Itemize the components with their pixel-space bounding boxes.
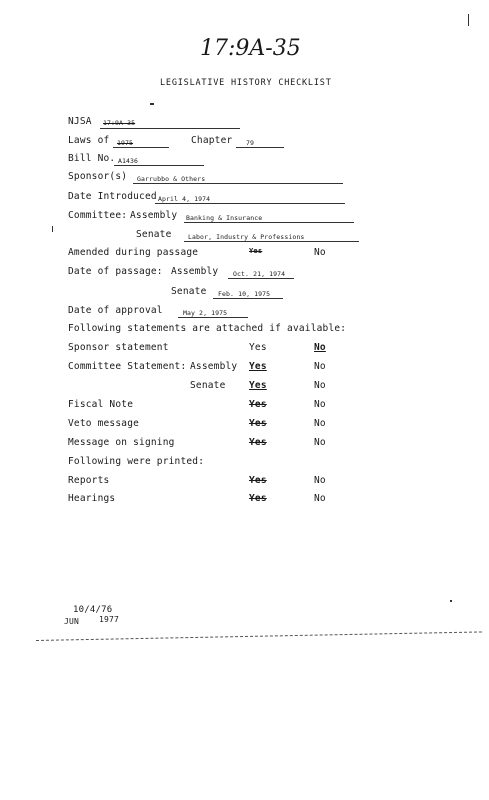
committee-senate-value: Labor, Industry & Professions [188, 233, 305, 241]
reports-yes: Yes [249, 475, 267, 486]
amended-label: Amended during passage [68, 247, 199, 258]
message-on-signing-yes: Yes [249, 437, 267, 448]
handwritten-statute-number: 17:9A-35 [200, 36, 301, 61]
sponsors-value: Garrubbo & Others [137, 175, 206, 183]
hearings-yes: Yes [249, 493, 267, 504]
njsa-underline [100, 128, 240, 129]
date-of-approval-label: Date of approval [68, 305, 163, 316]
committee-statement-senate-yes: Yes [249, 380, 267, 391]
hearings-label: Hearings [68, 493, 116, 504]
scan-speck [150, 103, 154, 105]
committee-statement-assembly-yes: Yes [249, 361, 267, 372]
passage-assembly-value: Oct. 21, 1974 [233, 270, 286, 278]
fiscal-note-yes: Yes [249, 399, 267, 410]
sponsor-statement-label: Sponsor statement [68, 342, 169, 353]
committee-statement-senate-no: No [314, 380, 326, 391]
fiscal-note-label: Fiscal Note [68, 399, 134, 410]
passage-assembly-underline [228, 278, 294, 279]
hearings-no: No [314, 493, 326, 504]
laws-of-label: Laws of [68, 135, 110, 146]
sponsor-statement-yes: Yes [249, 342, 267, 353]
date-introduced-label: Date Introduced [68, 191, 157, 202]
committee-statement-senate-label: Senate [190, 380, 226, 391]
message-on-signing-label: Message on signing [68, 437, 175, 448]
date-of-approval-underline [178, 317, 248, 318]
dashed-separator-line [36, 631, 482, 641]
committee-assembly-value: Banking & Insurance [186, 214, 263, 222]
passage-assembly-label: Assembly [171, 266, 219, 277]
reports-no: No [314, 475, 326, 486]
page-title: LEGISLATIVE HISTORY CHECKLIST [160, 78, 332, 88]
date-of-passage-label: Date of passage: [68, 266, 163, 277]
sponsors-label: Sponsor(s) [68, 171, 128, 182]
bill-no-label: Bill No. [68, 153, 116, 164]
committee-assembly-label: Assembly [130, 210, 178, 221]
scan-speck [450, 600, 452, 602]
laws-of-value: 1975 [117, 139, 134, 147]
fiscal-note-no: No [314, 399, 326, 410]
printed-heading: Following were printed: [68, 456, 205, 467]
month-stamp: JUN [64, 617, 80, 626]
committee-statement-assembly-no: No [314, 361, 326, 372]
veto-message-label: Veto message [68, 418, 140, 429]
committee-label: Committee: [68, 210, 128, 221]
date-stamp: 10/4/76 [73, 605, 113, 615]
sponsor-statement-no: No [314, 342, 326, 353]
committee-senate-label: Senate [136, 229, 172, 240]
passage-senate-value: Feb. 10, 1975 [218, 290, 271, 298]
chapter-underline [236, 147, 284, 148]
laws-of-underline [113, 147, 169, 148]
committee-statement-assembly-label: Assembly [190, 361, 238, 372]
committee-statement-label: Committee Statement: [68, 361, 187, 372]
date-of-approval-value: May 2, 1975 [183, 309, 228, 317]
chapter-value: 79 [246, 139, 255, 147]
message-on-signing-no: No [314, 437, 326, 448]
statements-heading: Following statements are attached if available: [68, 323, 347, 334]
njsa-value: 17:9A-35 [103, 119, 136, 127]
passage-senate-label: Senate [171, 286, 207, 297]
veto-message-no: No [314, 418, 326, 429]
date-introduced-value: April 4, 1974 [158, 195, 211, 203]
amended-no: No [314, 247, 326, 258]
scan-speck [52, 226, 53, 232]
scan-speck [468, 14, 469, 26]
njsa-label: NJSA [68, 116, 92, 127]
passage-senate-underline [213, 298, 283, 299]
year-stamp: 1977 [99, 615, 120, 624]
amended-yes: Yes [249, 247, 263, 255]
sponsors-underline [133, 183, 343, 184]
committee-senate-underline [184, 241, 359, 242]
committee-assembly-underline [184, 222, 354, 223]
bill-no-value: A1436 [118, 157, 139, 165]
date-introduced-underline [155, 203, 345, 204]
reports-label: Reports [68, 475, 110, 486]
chapter-label: Chapter [191, 135, 233, 146]
veto-message-yes: Yes [249, 418, 267, 429]
bill-no-underline [114, 165, 204, 166]
